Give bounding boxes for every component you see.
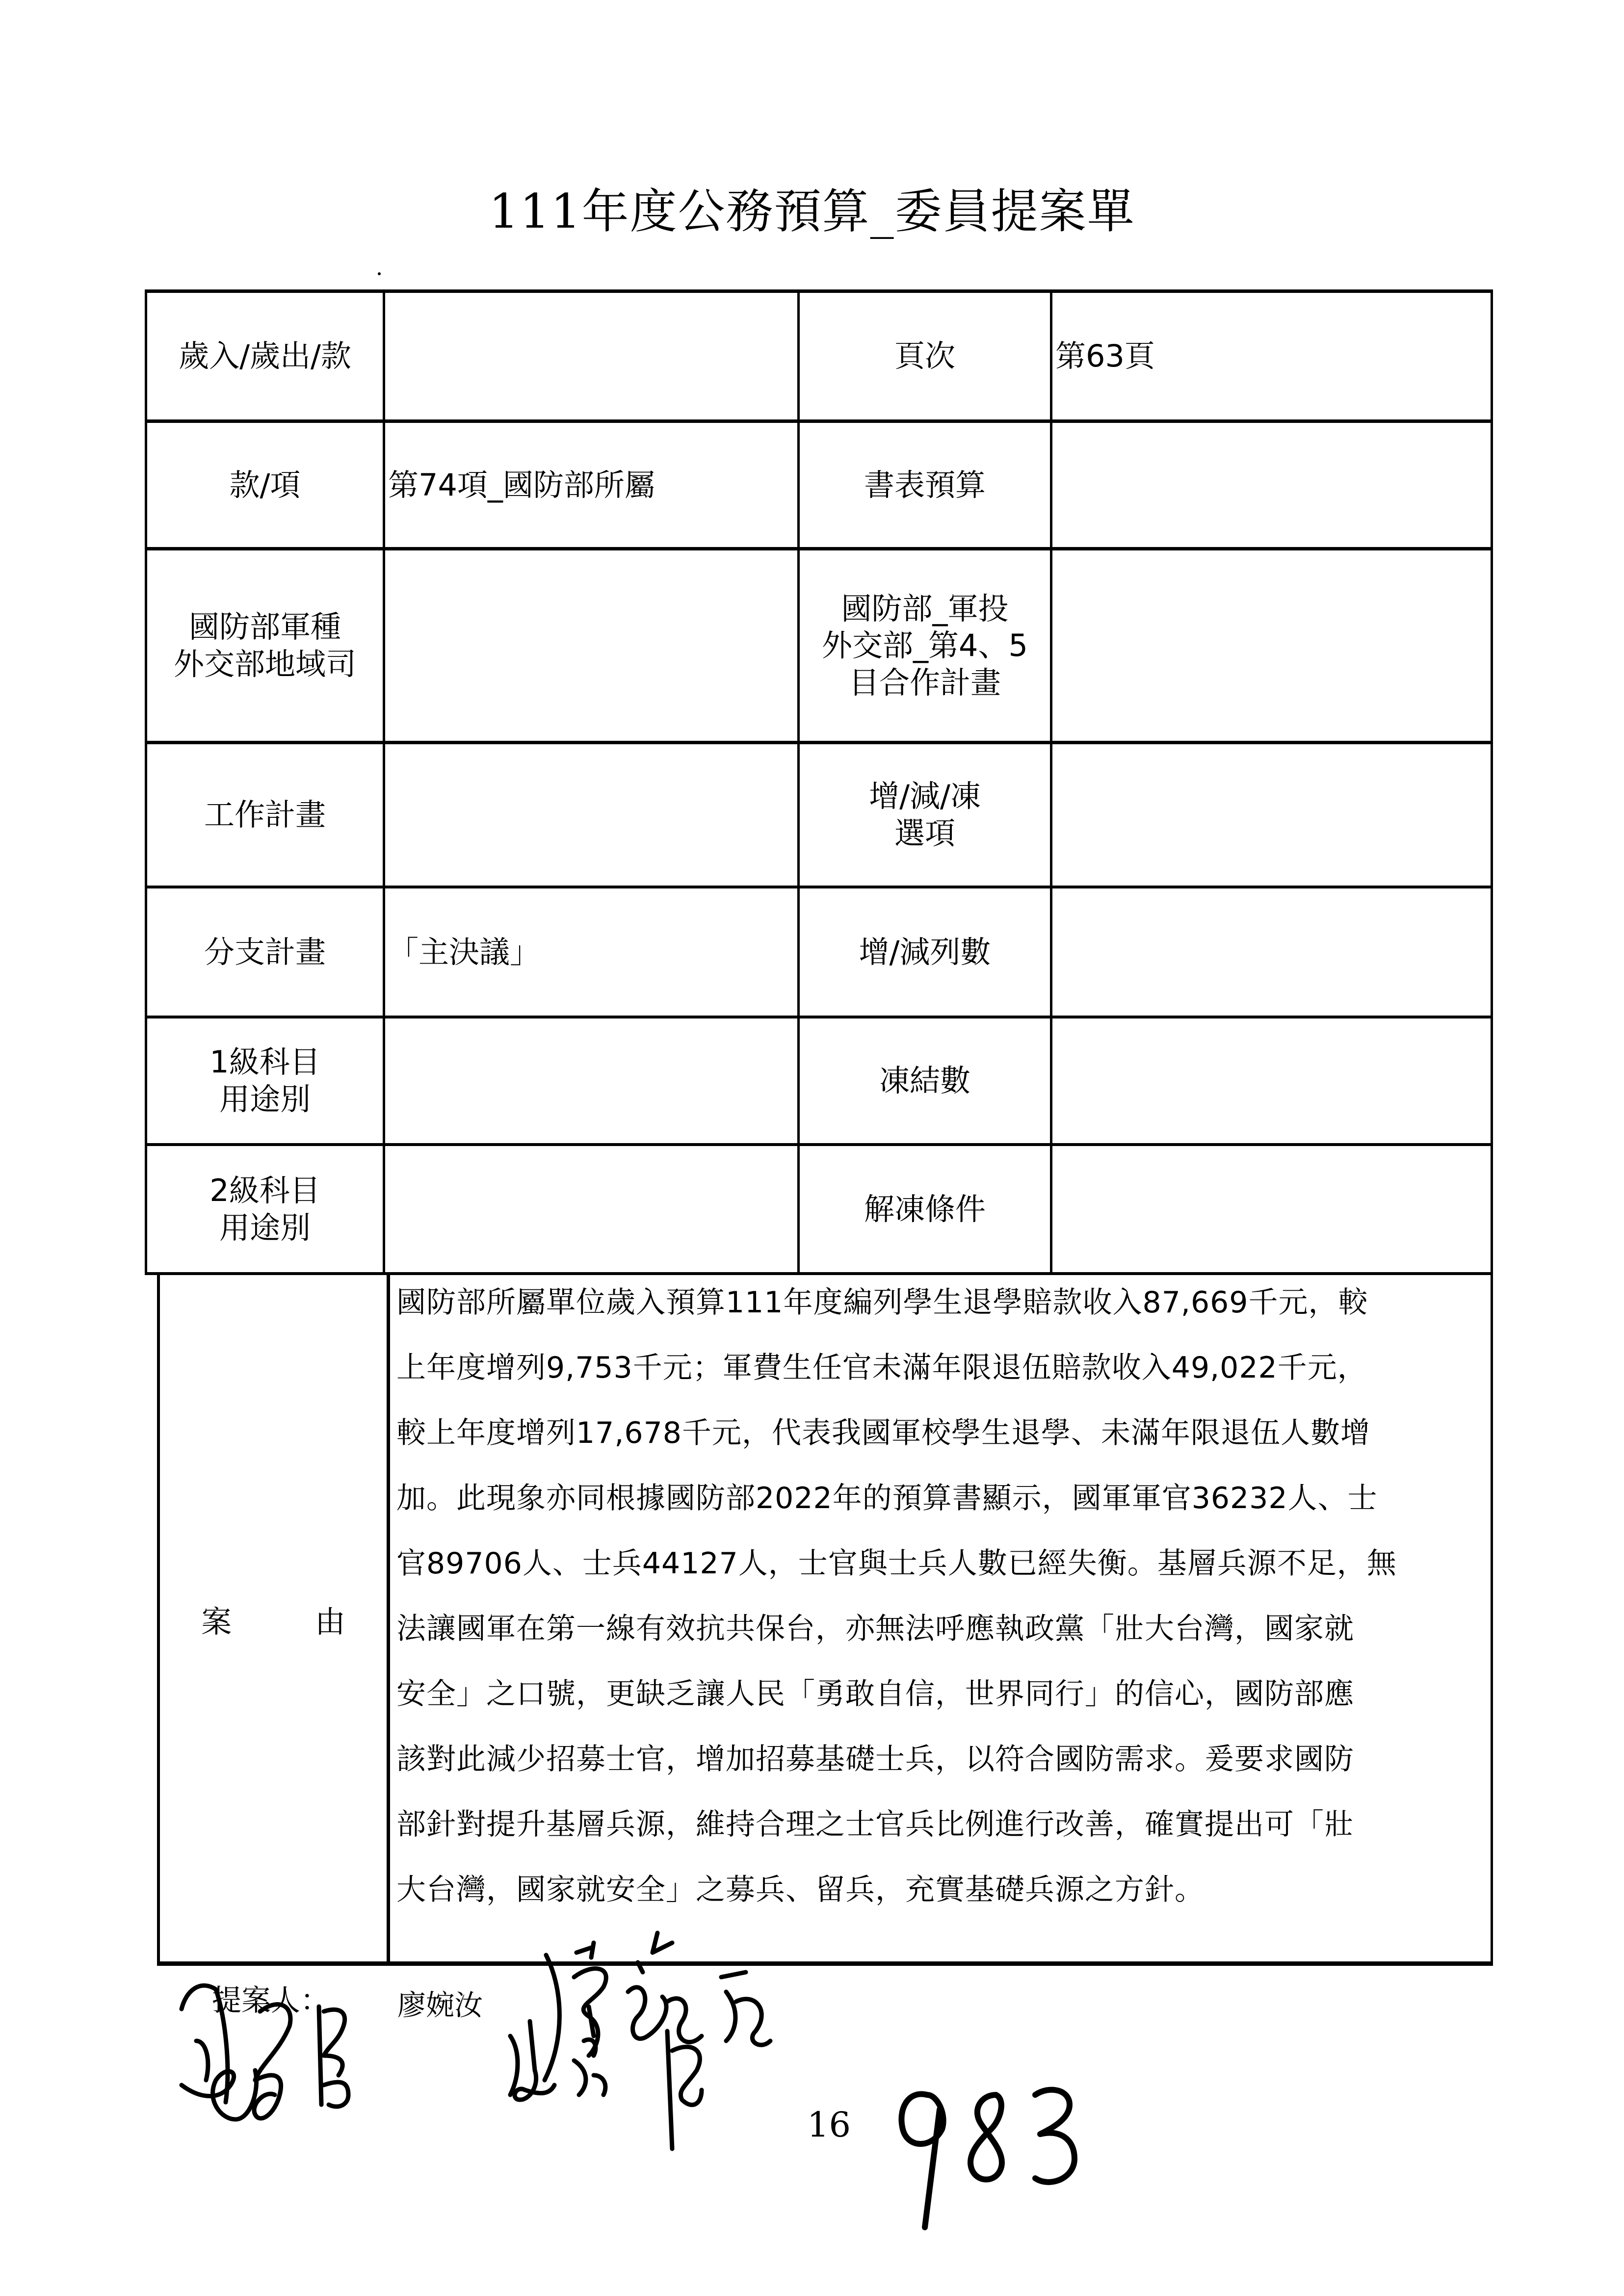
label-line: 1級科目 [210,1044,320,1080]
label-line: 增/減/凍 [869,778,981,814]
label-unfreeze-conditions: 解凍條件 [864,1191,986,1227]
label-line: 2級科目 [210,1172,320,1208]
reason-line: 上年度增列9,753千元；軍費生任官未滿年限退伍賠款收入49,022千元， [396,1351,1367,1385]
value-section-item: 第74項_國防部所屬 [388,467,655,503]
label-adjust-amount: 增/減列數 [859,934,991,970]
reason-line: 該對此減少招募士官，增加招募基礎士兵，以符合國防需求。爰要求國防 [396,1742,1354,1776]
reason-line: 國防部所屬單位歲入預算111年度編列學生退學賠款收入87,669千元，較 [396,1285,1368,1320]
label-line: 國防部軍種 [188,609,341,645]
proposer-name: 廖婉汝 [397,1988,483,2022]
label-branch-plan: 分支計畫 [204,934,326,970]
page-number: 16 [807,2105,851,2145]
reason-line: 加。此現象亦同根據國防部2022年的預算書顯示，國軍軍官36232人、士 [396,1481,1378,1515]
label-line: 國防部_軍投 [841,590,1009,626]
label-line: 選項 [894,815,955,851]
reason-line: 官89706人、士兵44127人，士官與士兵人數已經失衡。基層兵源不足，無 [396,1546,1397,1581]
reason-line: 較上年度增列17,678千元，代表我國軍校學生退學、未滿年限退伍人數增 [396,1416,1370,1450]
proposer-label: 提案人： [212,1983,330,2018]
label-section-item: 款/項 [229,467,301,503]
label-revenue-expenditure: 歲入/歲出/款 [179,338,351,374]
reason-line: 安全」之口號，更缺乏讓人民「勇敢自信，世界同行」的信心，國防部應 [396,1677,1354,1711]
label-page: 頁次 [894,338,955,374]
reason-line: 大台灣，國家就安全」之募兵、留兵，充實基礎兵源之方針。 [396,1873,1205,1907]
label-line: 外交部地域司 [173,646,356,682]
signature-3 [510,2021,702,2149]
label-frozen-amount: 凍結數 [879,1063,970,1099]
reason-line: 部針對提升基層兵源，維持合理之士官兵比例進行改善，確實提出可「壯 [396,1807,1354,1842]
document-title: 111年度公務預算_委員提案單 [489,184,1135,239]
label-line: 目合作計畫 [848,664,1001,701]
label-statement-budget: 書表預算 [864,467,986,503]
signature-1 [545,1933,770,2080]
reason-label: 案 由 [201,1603,345,1640]
label-line: 用途別 [219,1081,311,1117]
label-line: 外交部_第4、5 [822,627,1028,664]
value-branch-plan: 「主決議」 [388,934,541,970]
handwritten-number-983 [901,2090,1074,2227]
value-page: 第63頁 [1055,338,1155,374]
label-work-plan: 工作計畫 [204,797,326,833]
signature-2 [182,1985,348,2119]
reason-line: 法讓國軍在第一線有效抗共保台，亦無法呼應執政黨「壯大台灣，國家就 [396,1612,1354,1646]
label-line: 用途別 [219,1209,311,1246]
